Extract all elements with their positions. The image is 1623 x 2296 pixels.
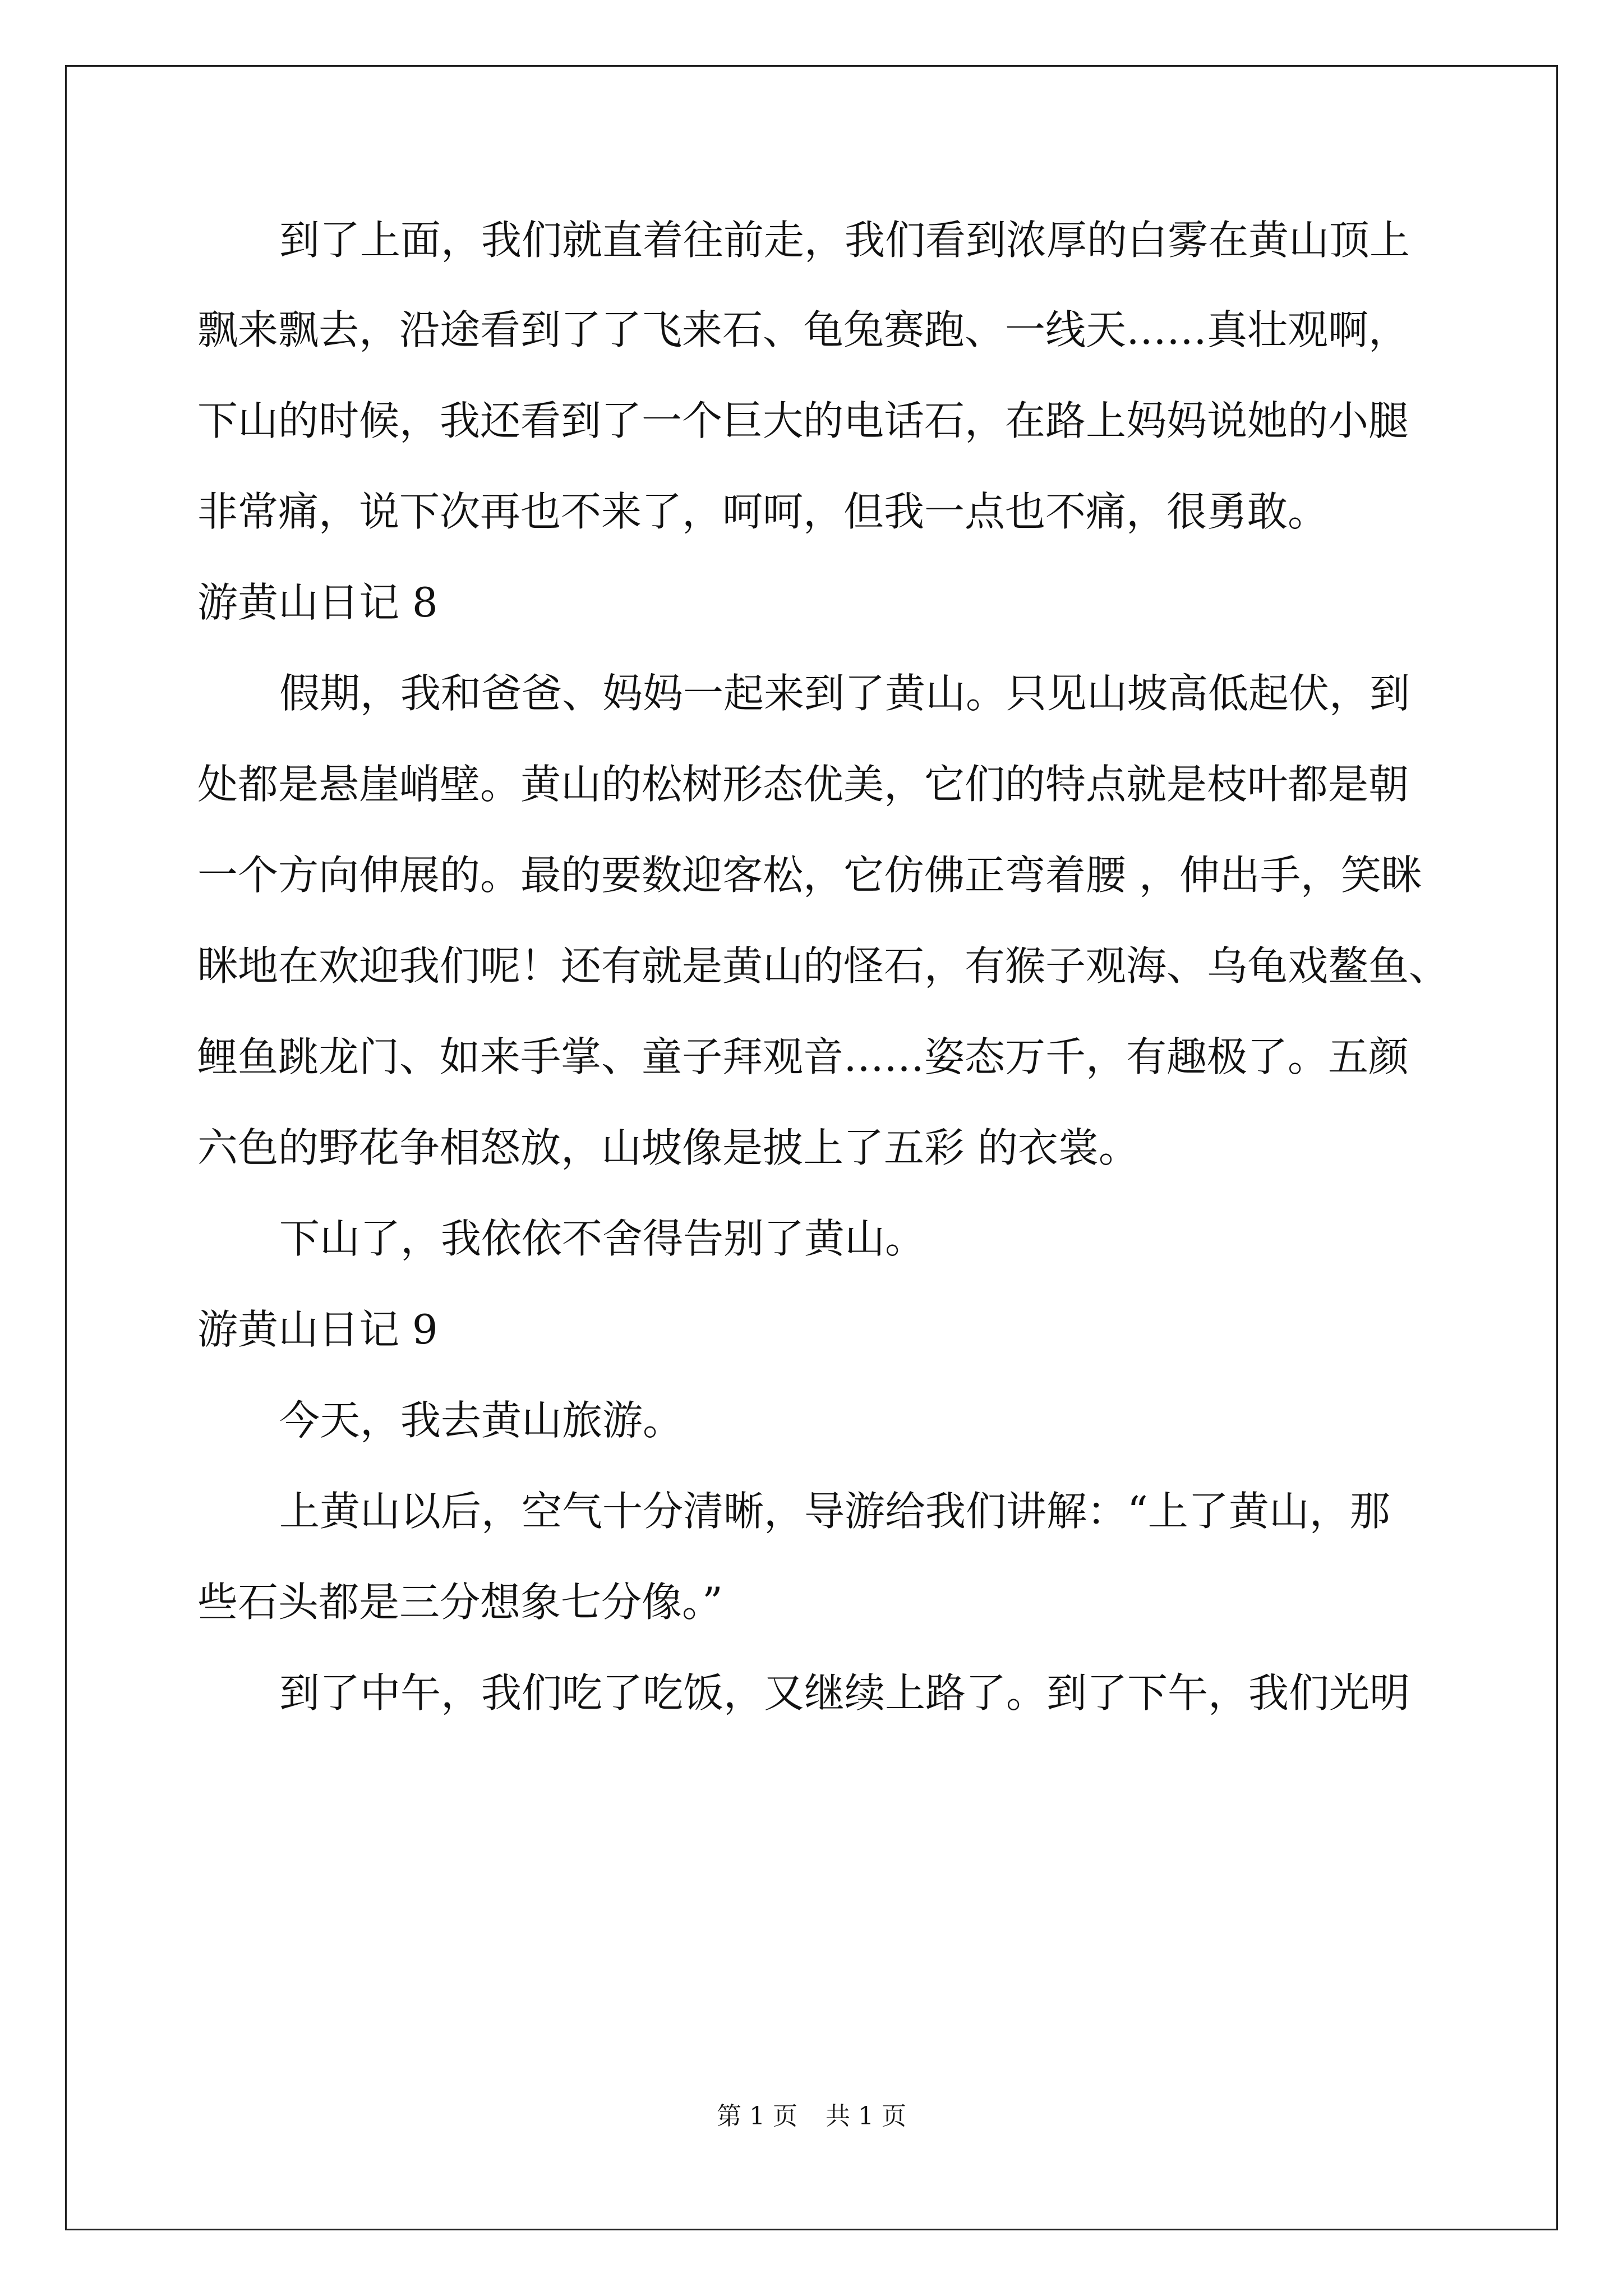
paragraph-line: 上黄山以后，空气十分清晰，导游给我们讲解：“上了黄山，那 [279,1488,1390,1535]
paragraph-line: 六色的野花争相怒放，山坡像是披上了五彩 的衣裳。 [197,1124,1139,1171]
page-total: 共 1 页 [826,2102,906,2131]
paragraph-line: 下山的时候，我还看到了一个巨大的电话石，在路上妈妈说她的小腿 [197,397,1409,444]
paragraph-line: 眯地在欢迎我们呢！还有就是黄山的怪石，有猴子观海、乌龟戏鳌鱼、 [197,942,1450,990]
paragraph-line: 下山了，我依依不舍得告别了黄山。 [279,1215,926,1262]
page-footer [0,2101,1623,2132]
section-heading: 游黄山日记 8 [197,579,438,626]
paragraph-line: 今天，我去黄山旅游。 [279,1397,684,1444]
paragraph-line: 非常痛，说下次再也不来了，呵呵，但我一点也不痛，很勇敢。 [197,488,1329,535]
page-number: 第 1 页 [717,2102,797,2131]
section-heading: 游黄山日记 9 [197,1306,438,1353]
paragraph-line: 处都是悬崖峭壁。黄山的松树形态优美，它们的特点就是枝叶都是朝 [197,761,1409,808]
paragraph-line: 一个方向伸展的。最的要数迎客松，它仿佛正弯着腰 ，伸出手，笑眯 [197,852,1422,899]
paragraph-line: 到了中午，我们吃了吃饭，又继续上路了。到了下午，我们光明 [279,1669,1410,1717]
paragraph-line: 飘来飘去，沿途看到了了飞来石、龟兔赛跑、一线天……真壮观啊， [197,306,1409,353]
paragraph-line: 鲤鱼跳龙门、如来手掌、童子拜观音……姿态万千，有趣极了。五颜 [197,1033,1409,1080]
paragraph-line: 假期，我和爸爸、妈妈一起来到了黄山。只见山坡高低起伏，到 [279,670,1410,717]
paragraph-line: 些石头都是三分想象七分像。” [197,1579,723,1626]
paragraph-line: 到了上面，我们就直着往前走，我们看到浓厚的白雾在黄山顶上 [279,217,1410,264]
